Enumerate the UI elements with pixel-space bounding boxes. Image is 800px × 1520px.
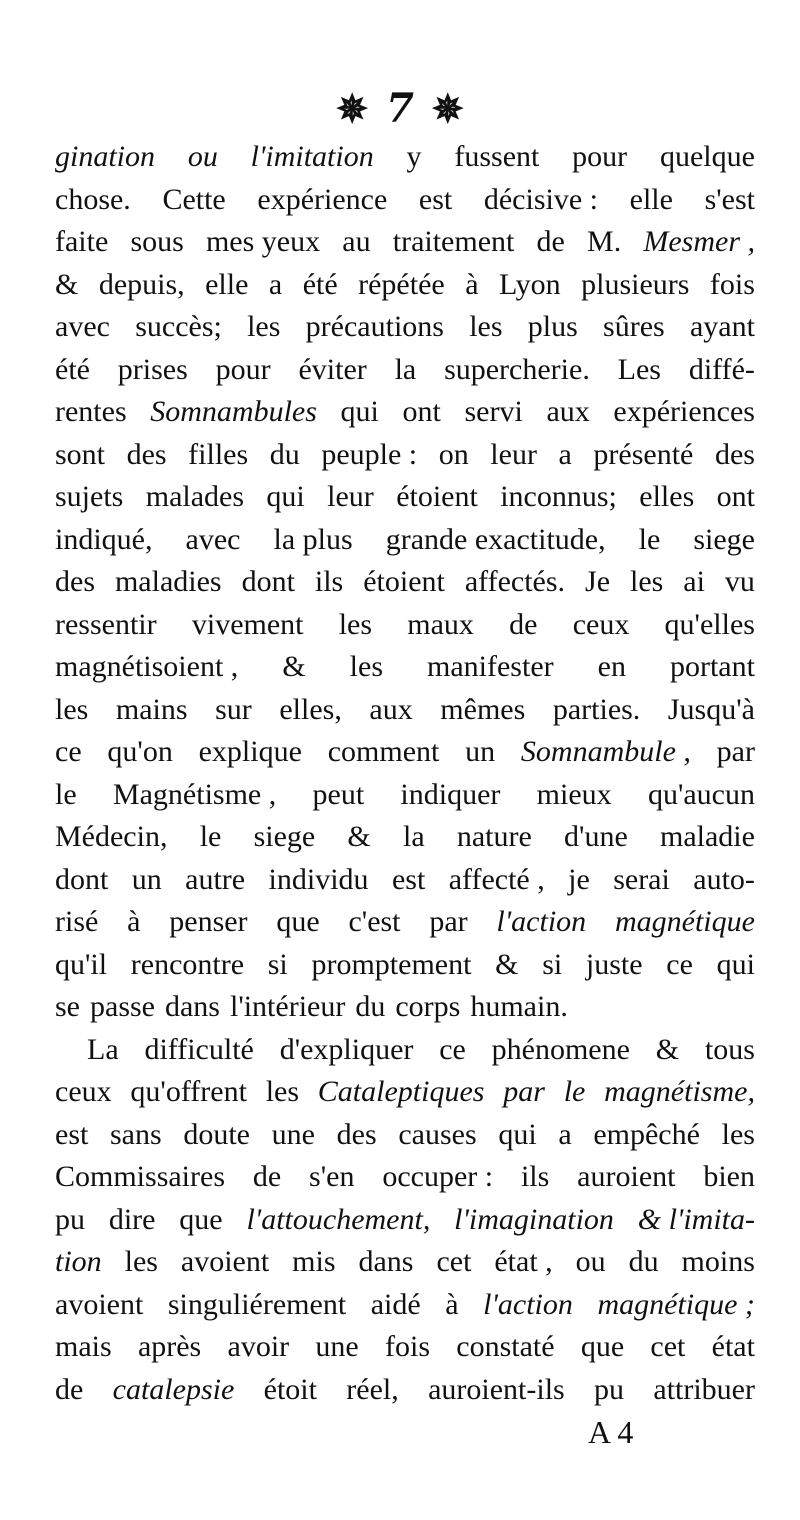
word: &: [282, 650, 306, 683]
word: qui: [266, 480, 305, 513]
word: qui: [340, 395, 379, 428]
word: &: [655, 1032, 680, 1066]
word: réel,: [346, 1372, 399, 1406]
word: leur: [490, 437, 537, 471]
word: avec: [55, 310, 110, 343]
word: du: [269, 437, 300, 471]
word: vu: [724, 565, 755, 598]
word: qui: [716, 947, 755, 981]
word: que: [276, 905, 320, 938]
word: maux: [407, 607, 474, 641]
word: ressentir: [55, 607, 157, 641]
word: des: [126, 437, 167, 471]
word: indiqué,: [55, 522, 153, 556]
word: des: [714, 437, 755, 471]
word: difficulté: [144, 1032, 254, 1066]
italic-word: magnétique ;: [597, 1287, 755, 1321]
word: a: [558, 437, 572, 471]
text-line: [55, 1199, 755, 1242]
word: Cette: [162, 182, 226, 216]
word: prises: [117, 352, 188, 386]
word: tous: [704, 1032, 755, 1066]
italic-word: par: [503, 1075, 545, 1108]
word: le: [199, 820, 222, 853]
text-line: [55, 136, 755, 179]
word: est: [391, 862, 426, 896]
word: au: [342, 225, 371, 258]
word: qu'on: [107, 735, 173, 768]
word: présenté: [593, 437, 694, 471]
word: elles: [639, 480, 695, 513]
word: siege: [253, 820, 316, 853]
word: auroient-ils: [428, 1372, 565, 1406]
italic-word: l'attouchement,: [246, 1202, 431, 1236]
word: mieux: [536, 777, 612, 811]
word: sur: [215, 692, 252, 726]
word: si: [267, 947, 288, 981]
text-line: [55, 561, 755, 604]
word: penser: [169, 905, 248, 938]
word: expérience: [257, 182, 388, 216]
italic-word: Cataleptiques: [317, 1075, 485, 1108]
word: ceux: [55, 1075, 112, 1108]
italic-word: magnétisme,: [604, 1075, 755, 1108]
word: ont: [402, 395, 441, 428]
italic-word: l'action: [483, 1287, 573, 1321]
text-line: [55, 391, 755, 434]
word: rentes: [55, 395, 127, 428]
word: manifester: [427, 650, 554, 683]
text-line: [55, 646, 755, 689]
word: indiquer: [400, 777, 501, 811]
text-line: [55, 1156, 755, 1199]
word: si: [542, 947, 563, 981]
italic-word: tion: [55, 1245, 102, 1278]
word: passe: [90, 990, 155, 1023]
word: singuliérement: [167, 1287, 347, 1321]
word: de: [509, 607, 538, 641]
word: fois: [709, 267, 755, 301]
word: Je: [585, 565, 611, 598]
word: malades: [145, 480, 245, 513]
word: qui: [498, 1117, 537, 1151]
word: ceux: [572, 607, 630, 641]
word: Médecin,: [55, 820, 168, 853]
word: M.: [587, 225, 622, 258]
word: mêmes: [440, 692, 526, 726]
word: les: [349, 650, 383, 683]
word: je: [568, 862, 590, 896]
text-line: [55, 221, 755, 264]
word: La: [87, 1032, 119, 1066]
text-line: [55, 604, 755, 647]
word: une: [315, 1330, 359, 1363]
word: Lyon: [498, 267, 561, 301]
word: risé: [55, 905, 99, 938]
word: été: [55, 352, 90, 386]
word: les: [629, 565, 664, 598]
word: mes yeux: [205, 225, 321, 258]
word: occuper :: [382, 1160, 494, 1193]
text-line: [55, 306, 755, 349]
word: les: [247, 310, 281, 343]
word: cet: [436, 1245, 472, 1278]
italic-word: l'imitation: [250, 140, 374, 173]
word: diffé-: [688, 352, 755, 386]
word: depuis,: [98, 267, 185, 301]
word: est: [418, 182, 453, 216]
word: dire: [108, 1202, 156, 1236]
text-line: [55, 1326, 755, 1369]
word: un: [131, 862, 162, 896]
word: affectés.: [464, 565, 566, 598]
word: constaté: [456, 1330, 555, 1363]
word: elle: [205, 267, 249, 301]
word: les: [721, 1117, 755, 1151]
text-line: [55, 1029, 755, 1072]
word: Les: [617, 352, 661, 386]
word: vivement: [191, 607, 304, 641]
word: quelque: [659, 140, 755, 173]
text-line: [55, 1071, 755, 1114]
word: magnétisoient ,: [55, 650, 239, 683]
page-number: 7: [386, 85, 414, 132]
word: chose.: [55, 182, 131, 216]
word: les: [55, 692, 89, 726]
italic-word: catalepsie: [112, 1372, 235, 1406]
word: dont: [241, 565, 295, 598]
word: faite: [55, 225, 109, 258]
text-line: [55, 1114, 755, 1157]
italic-word: l'imagination: [454, 1202, 614, 1236]
text-line: [55, 519, 755, 562]
word: peuple :: [321, 437, 418, 471]
word: aux: [546, 395, 590, 428]
text-line: [55, 476, 755, 519]
word: expériences: [613, 395, 755, 428]
word: en: [597, 650, 626, 683]
word: serai: [613, 862, 670, 896]
word: par: [429, 905, 468, 938]
word: mis: [292, 1245, 336, 1278]
word: d'une: [564, 820, 628, 853]
word: de: [252, 1160, 282, 1193]
word: succès;: [135, 310, 222, 343]
word: attribuer: [653, 1372, 755, 1406]
word: rencontre: [130, 947, 245, 981]
word: Magnétisme ,: [112, 777, 277, 811]
word: à: [127, 905, 141, 938]
word: répétée: [358, 267, 445, 301]
word: état: [711, 1330, 755, 1363]
word: portant: [669, 650, 755, 683]
word: qu'aucun: [647, 777, 755, 811]
word: précautions: [305, 310, 444, 343]
word: humain.: [470, 990, 568, 1023]
word: étoient: [363, 565, 445, 598]
word: la: [394, 352, 417, 386]
word: pu: [594, 1372, 625, 1406]
italic-word: gination: [55, 140, 156, 173]
word: du: [355, 990, 386, 1023]
italic-word: ou: [187, 140, 218, 173]
word: servi: [464, 395, 523, 428]
word: auroient: [577, 1160, 676, 1193]
word: qu'offrent: [130, 1075, 247, 1108]
word: siege: [693, 522, 755, 556]
word: les: [338, 607, 373, 641]
word: grande exactitude,: [385, 522, 606, 556]
word: un: [465, 735, 496, 768]
word: étoit: [263, 1372, 317, 1406]
word: qu'il: [55, 947, 108, 981]
word: ou: [575, 1245, 606, 1278]
page-header: [0, 85, 800, 132]
word: est: [55, 1117, 89, 1151]
text-line: [55, 901, 755, 944]
word: qu'elles: [664, 607, 755, 641]
italic-word: Mesmer ,: [643, 225, 755, 258]
word: sans: [110, 1117, 162, 1151]
text-line: [55, 816, 755, 859]
word: que: [179, 1202, 223, 1236]
word: supercherie.: [444, 352, 590, 386]
word: été: [302, 267, 338, 301]
word: ce: [55, 735, 82, 768]
word: état ,: [494, 1245, 553, 1278]
text-line: [55, 1369, 755, 1412]
italic-word: magnétique: [614, 905, 755, 938]
word: de: [55, 1372, 84, 1406]
text-line: [55, 731, 755, 774]
word: peut: [312, 777, 365, 811]
word: doute: [183, 1117, 250, 1151]
word: pu: [55, 1202, 85, 1236]
word: des: [55, 565, 95, 598]
word: a: [268, 267, 283, 301]
word: du: [628, 1245, 659, 1278]
word: elles,: [279, 692, 342, 726]
word: ai: [683, 565, 705, 598]
word: causes: [398, 1117, 477, 1151]
text-line: [55, 1241, 755, 1284]
word: les: [265, 1075, 300, 1108]
word: Jusqu'à: [667, 692, 755, 726]
word: des: [336, 1117, 377, 1151]
italic-word: Somnambules: [150, 395, 317, 428]
word: avoir: [227, 1330, 290, 1363]
word: auto-: [693, 862, 755, 896]
word: ils: [520, 1160, 550, 1193]
word: a: [558, 1117, 572, 1151]
word: individu: [268, 862, 369, 896]
ornament-left-icon: ✵: [336, 86, 369, 131]
word: étoient: [396, 480, 478, 513]
word: à: [445, 1287, 459, 1321]
word: une: [271, 1117, 315, 1151]
word: à: [465, 267, 479, 301]
word: d'expliquer: [279, 1032, 414, 1066]
word: autre: [185, 862, 246, 896]
text-line: [55, 689, 755, 732]
signature-mark: A 4: [588, 1414, 634, 1450]
word: ce: [666, 947, 693, 981]
word: dans: [358, 1245, 414, 1278]
word: ont: [716, 480, 755, 513]
word: fussent: [454, 140, 540, 173]
word: ils: [314, 565, 344, 598]
text-line: [55, 1284, 755, 1327]
word: que: [580, 1330, 625, 1363]
word: c'est: [348, 905, 401, 938]
word: sont: [55, 437, 106, 471]
word: &: [55, 267, 79, 301]
word: mais: [55, 1330, 112, 1363]
word: ayant: [689, 310, 755, 343]
italic-word: le: [563, 1075, 586, 1108]
word: empêché: [593, 1117, 700, 1151]
word: cet: [650, 1330, 686, 1363]
text-line: [55, 859, 755, 902]
word: pour: [572, 140, 628, 173]
word: le: [55, 777, 77, 811]
word: filles: [188, 437, 249, 471]
word: décisive :: [483, 182, 598, 216]
word: aidé: [370, 1287, 421, 1321]
word: le: [638, 522, 661, 556]
word: on: [438, 437, 469, 471]
word: promptement: [311, 947, 472, 981]
text-line: [55, 434, 755, 477]
word: dans: [164, 990, 220, 1023]
text-line: [55, 944, 755, 987]
page-body-text: [55, 136, 755, 1411]
word: la: [402, 820, 425, 853]
word: y: [406, 140, 422, 173]
word: juste: [585, 947, 643, 981]
word: avoient: [55, 1287, 144, 1321]
text-line: [55, 986, 755, 1029]
text-line: [55, 179, 755, 222]
word: avoient: [180, 1245, 270, 1278]
word: traitement: [392, 225, 515, 258]
word: se: [55, 990, 80, 1023]
word: corps: [395, 990, 461, 1023]
word: maladies: [114, 565, 222, 598]
word: affecté ,: [448, 862, 545, 896]
word: ce: [439, 1032, 466, 1066]
word: de: [536, 225, 565, 258]
word: dont: [55, 862, 109, 896]
word: elle: [629, 182, 673, 216]
word: leur: [327, 480, 374, 513]
word: &: [347, 820, 371, 853]
word: par: [716, 735, 755, 768]
word: sous: [130, 225, 184, 258]
word: mains: [115, 692, 188, 726]
word: parties.: [552, 692, 641, 726]
word: maladie: [660, 820, 755, 853]
word: éviter: [298, 352, 367, 386]
word: &: [495, 947, 519, 981]
word: pour: [215, 352, 271, 386]
word: sûres: [603, 310, 665, 343]
text-line: [55, 774, 755, 817]
word: la plus: [273, 522, 353, 556]
word: explique: [198, 735, 302, 768]
word: inconnus;: [500, 480, 617, 513]
word: nature: [456, 820, 532, 853]
word: moins: [681, 1245, 755, 1278]
word: les: [469, 310, 503, 343]
word: les: [124, 1245, 158, 1278]
word: fois: [385, 1330, 430, 1363]
ornament-right-icon: ✵: [431, 86, 464, 131]
word: s'en: [309, 1160, 355, 1193]
text-line: [55, 264, 755, 307]
word: après: [137, 1330, 202, 1363]
word: Commissaires: [55, 1160, 225, 1193]
italic-word: Somnambule ,: [520, 735, 691, 768]
word: l'intérieur: [229, 990, 346, 1023]
word: sujets: [55, 480, 124, 513]
text-line: [55, 349, 755, 392]
italic-word: & l'imita-: [637, 1202, 755, 1236]
word: plus: [527, 310, 578, 343]
italic-word: l'action: [496, 905, 587, 938]
word: comment: [327, 735, 440, 768]
word: s'est: [704, 182, 755, 216]
word: phénomene: [491, 1032, 630, 1066]
word: aux: [369, 692, 413, 726]
word: plusieurs: [581, 267, 690, 301]
word: bien: [703, 1160, 755, 1193]
word: avec: [185, 522, 241, 556]
